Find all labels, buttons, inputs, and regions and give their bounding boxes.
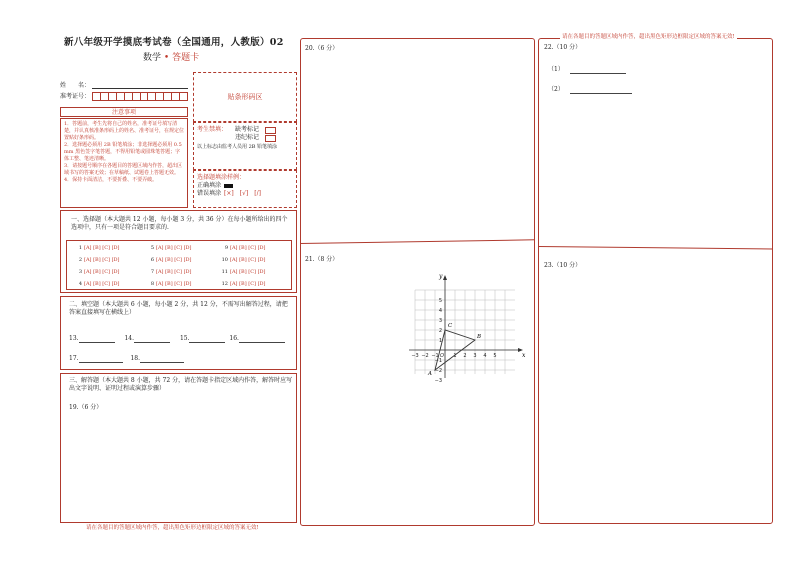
q23-answer-area[interactable]: [540, 274, 771, 522]
x-tick: 4: [483, 353, 487, 359]
exam-title: 新八年级开学摸底考试卷（全国通用，人教版）02: [64, 37, 284, 48]
x-tick: 5: [493, 353, 497, 359]
q22-part1-blank[interactable]: [570, 67, 626, 74]
violation-checkbox[interactable]: [265, 135, 276, 142]
choice-row-12[interactable]: 12 [A] [B] [C] [D]: [221, 281, 266, 287]
choice-row-11[interactable]: 11 [A] [B] [C] [D]: [221, 269, 266, 275]
x-axis-label: x: [522, 352, 526, 359]
blank-row-2: 17. 18.: [69, 355, 184, 363]
y-tick: −3: [434, 378, 442, 384]
section2-box: [60, 296, 297, 370]
choice-row-9[interactable]: 9 [A] [B] [C] [D]: [224, 245, 266, 251]
absent-checkbox[interactable]: [265, 127, 276, 134]
notice-item-3: 3．请按题号顺序在各题目的答题区域内作答，超出区域书写的答案无效；在草稿纸、试题卷上答题无效。: [64, 163, 183, 176]
exam-id-label: 准考证号：: [60, 93, 91, 100]
subtitle-dot: •: [163, 53, 170, 63]
y-tick: 5: [438, 298, 442, 304]
q20-label: 20.（6 分）: [305, 45, 339, 52]
y-tick: −2: [434, 368, 442, 374]
q22-part1-label: （1）: [548, 66, 564, 73]
correct-fill-mark: [224, 184, 233, 188]
y-axis-arrow: [443, 275, 447, 280]
x-tick: 2: [463, 353, 467, 359]
q22-part2-label: （2）: [548, 86, 564, 93]
exam-id-boxes[interactable]: [92, 92, 188, 101]
exam-status-box: [193, 122, 297, 170]
section3-box: [60, 373, 297, 523]
notice-item-1: 1．答题前，考生先将自己的姓名，准考证号填写清楚，并认真核准条形码上的姓名、准考证号，在规定位置贴好条形码。: [64, 121, 185, 141]
fill-example-box: [193, 170, 297, 208]
choice-row-4[interactable]: 4 [A] [B] [C] [D]: [78, 281, 120, 287]
x-tick: −3: [411, 353, 419, 359]
card-subtitle: [143, 50, 199, 63]
notice-box: [60, 118, 188, 208]
name-field[interactable]: [92, 88, 188, 89]
section1-box: [60, 210, 297, 293]
choice-row-5[interactable]: 5 [A] [B] [C] [D]: [150, 245, 192, 251]
q22-part2-blank[interactable]: [570, 87, 632, 94]
section1-heading: 一、选择题（本大题共 12 小题，每小题 3 分，共 36 分）在每小题所给出的四个选项中，只有一项是符合题目要求的.: [71, 216, 288, 231]
choice-row-10[interactable]: 10 [A] [B] [C] [D]: [221, 257, 266, 263]
blank-row-1: 13. 14. 15. 16.: [69, 335, 285, 343]
choice-grid: [66, 240, 292, 290]
choice-row-1[interactable]: 1 [A] [B] [C] [D]: [78, 245, 120, 251]
blank-14[interactable]: [134, 336, 170, 343]
x-tick: −2: [421, 353, 429, 359]
subject-label: 数学: [143, 53, 162, 63]
choice-row-8[interactable]: 8 [A] [B] [C] [D]: [150, 281, 192, 287]
y-tick: 2: [438, 328, 442, 334]
choice-row-6[interactable]: 6 [A] [B] [C] [D]: [150, 257, 192, 263]
exam-status-note: 以上标志由监考人员用 2B 铅笔填涂: [197, 144, 278, 150]
fill-example-title: 选择题填涂样例：: [197, 174, 246, 181]
y-tick: 4: [438, 308, 442, 314]
q22-label: 22.（10 分）: [544, 44, 582, 51]
x-tick: 1: [453, 353, 457, 359]
q23-label: 23.（10 分）: [544, 262, 582, 269]
barcode-area: [193, 72, 297, 122]
wrong-fill-label: 错误填涂: [197, 190, 222, 197]
point-a-label: A: [428, 371, 432, 377]
y-axis-label: y: [439, 273, 443, 280]
correct-fill-label: 正确填涂: [197, 182, 222, 189]
y-tick: 1: [438, 338, 442, 344]
grid-lines: [415, 290, 515, 374]
card-label: 答题卡: [172, 53, 200, 63]
q21-answer-area[interactable]: [302, 390, 533, 522]
blank-16[interactable]: [239, 336, 285, 343]
origin-label: O: [440, 353, 444, 359]
point-c-label: C: [448, 323, 453, 329]
choice-row-3[interactable]: 3 [A] [B] [C] [D]: [78, 269, 120, 275]
notice-title-box: [60, 107, 188, 117]
warning-top-right: 请在各题目的答题区域内作答，超出黑色矩形边框限定区域的答案无效!: [562, 34, 735, 40]
section3-heading: 三、解答题（本大题共 8 小题，共 72 分，请在答题卡指定区域内作答，解答时应写出文字说明、证明过程或演算步骤）: [69, 377, 293, 392]
q20-answer-area[interactable]: [302, 56, 533, 246]
notice-item-2: 2．选择题必须用 2B 铅笔填涂；非选择题必须用 0.5 mm 黑色签字笔答题，不得用铅笔或圆珠笔答题；字体工整、笔迹清晰。: [64, 142, 182, 162]
q22-part2: [548, 86, 632, 94]
notice-title: 注意事项: [111, 109, 136, 116]
section2-heading: 二、填空题（本大题共 6 小题，每小题 2 分，共 12 分，不需写出解答过程，请把答案直接填写在横线上）: [69, 301, 288, 316]
point-b-label: B: [477, 334, 482, 340]
coordinate-graph: [405, 272, 530, 387]
x-tick: −1: [431, 353, 439, 359]
q22-part1: [548, 66, 626, 74]
y-tick: −1: [434, 358, 442, 364]
blank-13[interactable]: [79, 336, 115, 343]
absent-label: 缺考标记: [235, 126, 260, 133]
barcode-label: 贴条形码区: [227, 93, 263, 101]
notice-item-4: 4．保持卡面清洁，不要折叠、不要弄破。: [64, 177, 158, 183]
violation-label: 违纪标记: [235, 134, 260, 141]
choice-row-2[interactable]: 2 [A] [B] [C] [D]: [78, 257, 120, 263]
q21-label: 21.（8 分）: [305, 256, 339, 263]
x-tick: 3: [473, 353, 477, 359]
y-tick: 3: [438, 318, 442, 324]
choice-row-7[interactable]: 7 [A] [B] [C] [D]: [150, 269, 192, 275]
q19-label: 19.（6 分）: [69, 404, 103, 411]
warning-bottom-left: 请在各题目的答题区域内作答，超出黑色矩形边框限定区域的答案无效!: [86, 525, 259, 531]
blank-15[interactable]: [189, 336, 225, 343]
exam-status-label: 考生禁填：: [197, 126, 228, 133]
q19-answer-area[interactable]: [67, 416, 290, 518]
blank-18[interactable]: [140, 356, 184, 363]
blank-17[interactable]: [79, 356, 123, 363]
name-label: 姓 名：: [60, 82, 91, 89]
wrong-fill-marks: [×] [√] [/]: [224, 190, 261, 197]
